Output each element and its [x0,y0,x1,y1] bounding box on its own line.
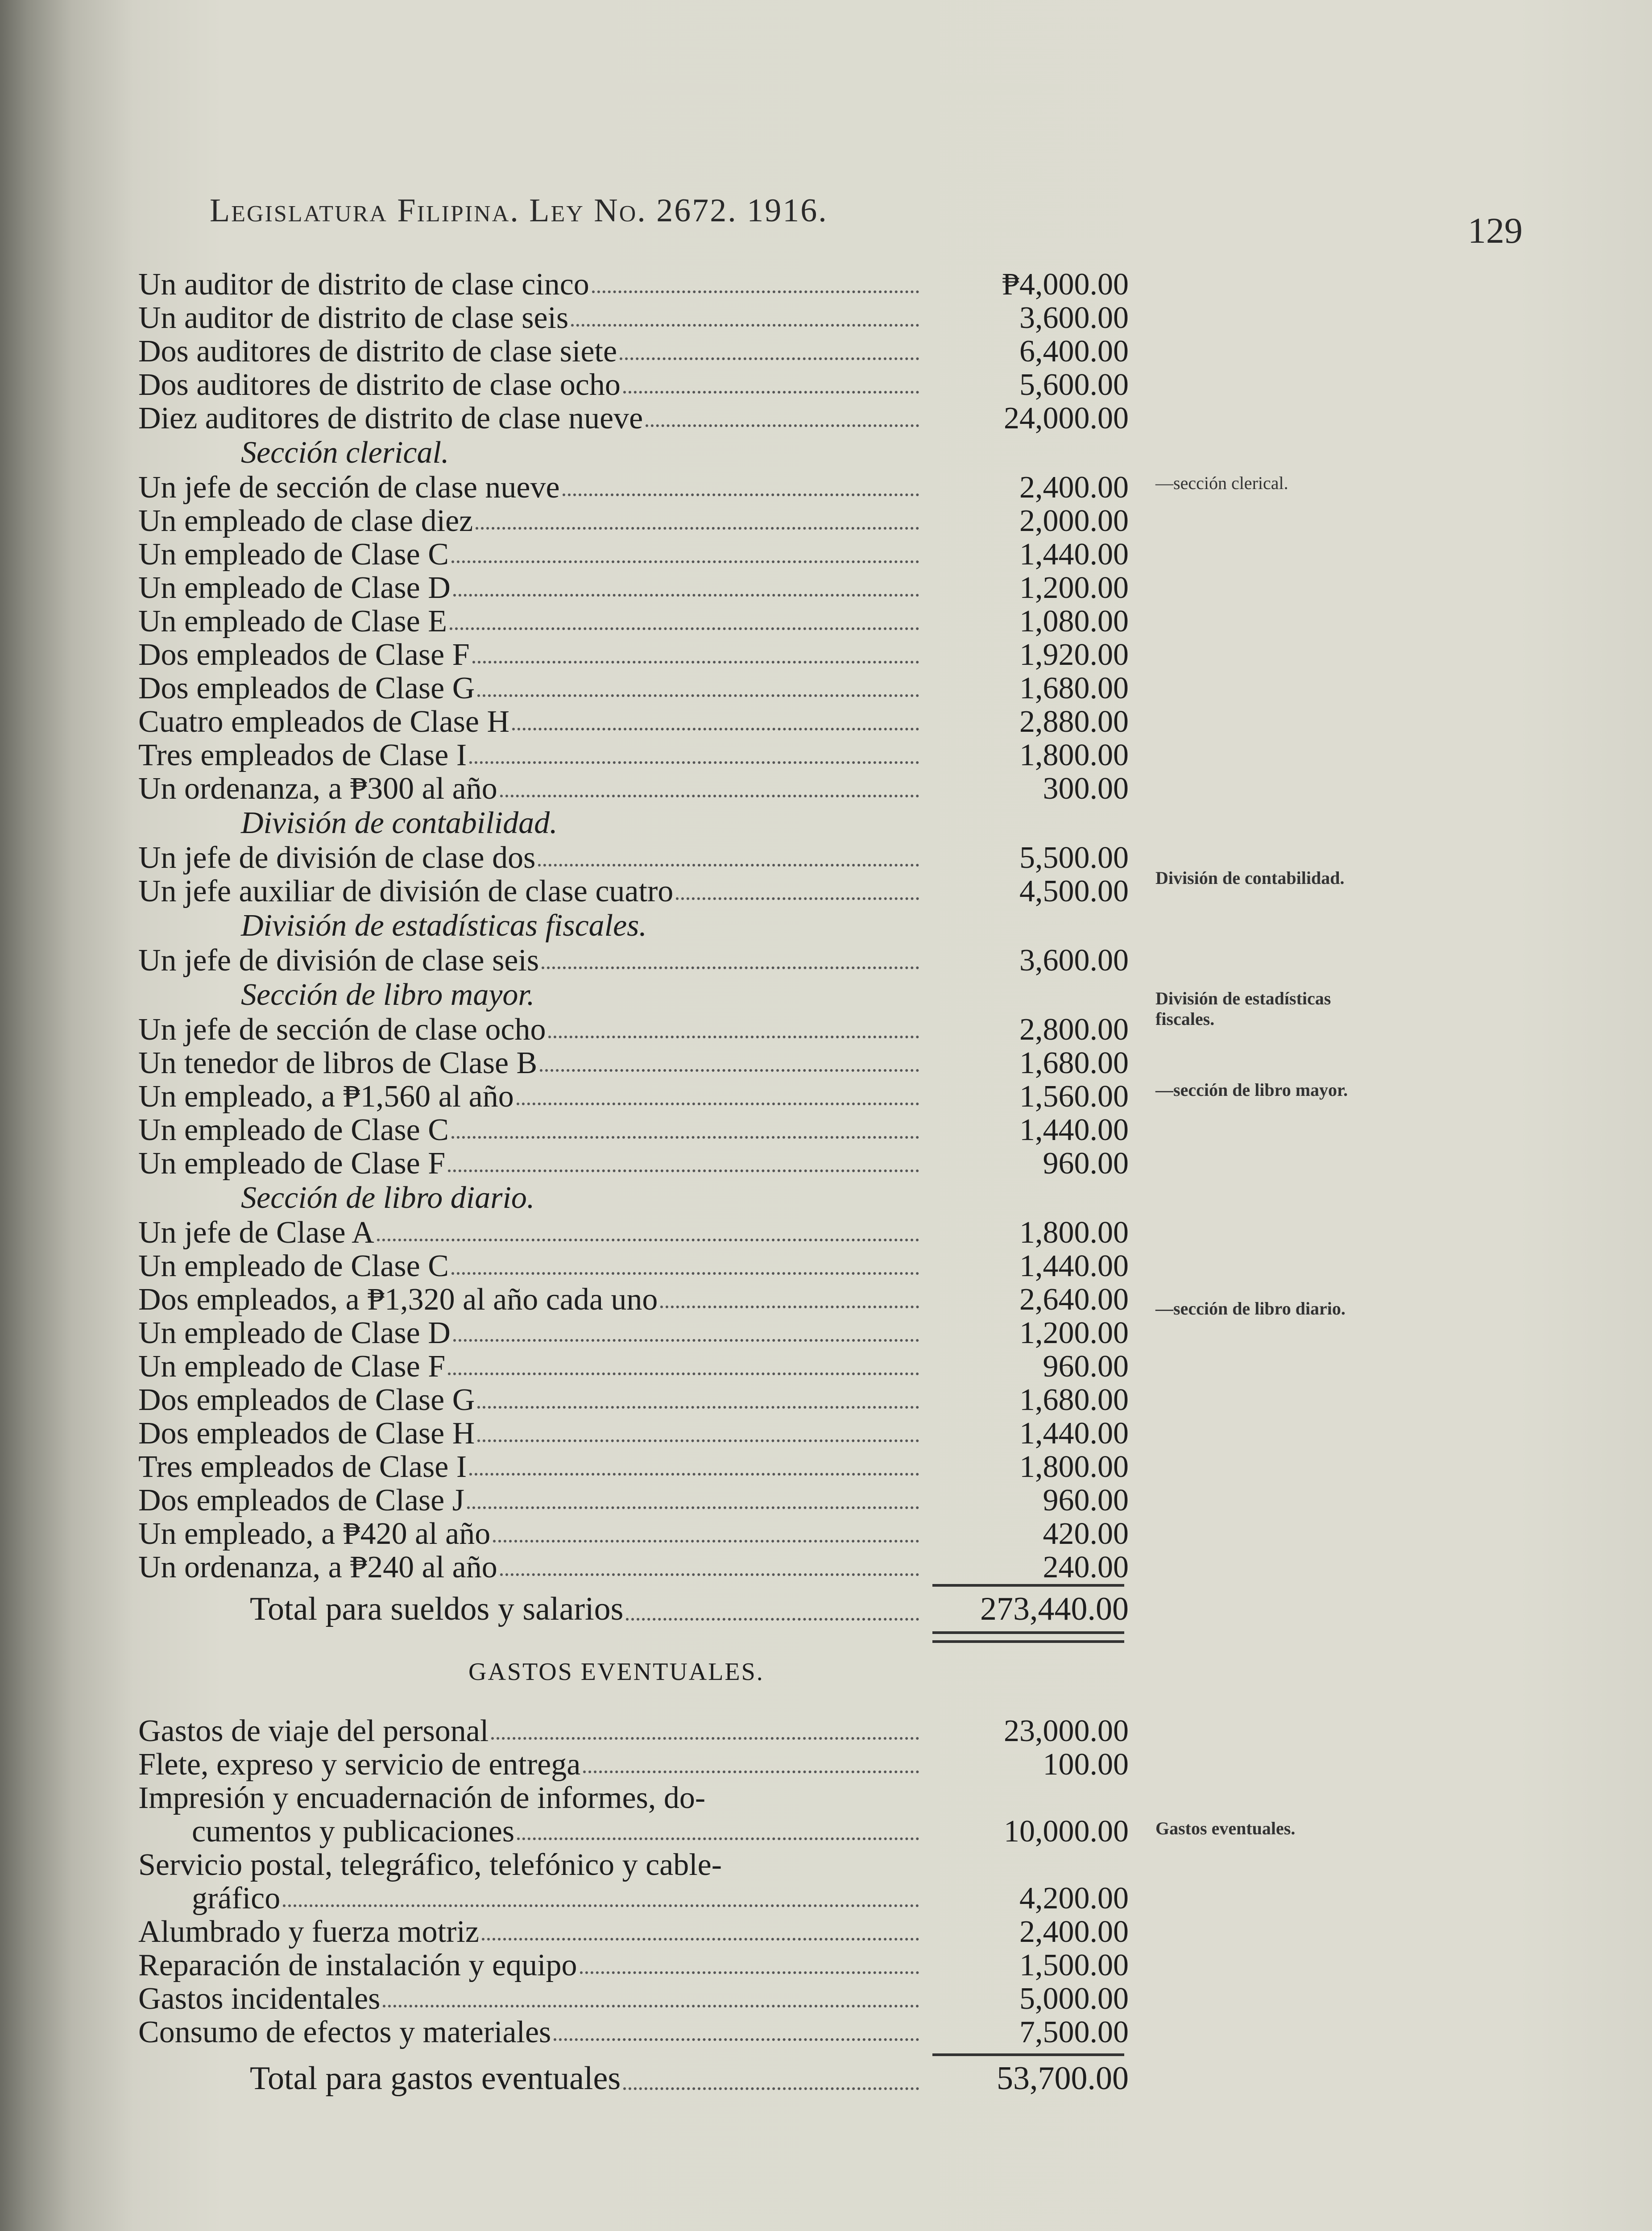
item-amount: 960.00 [1043,1349,1129,1384]
item-label: Un empleado de Clase C [138,538,449,571]
page-number: 129 [1468,210,1523,251]
group-clerical [138,471,1191,805]
item-amount: 4,500.00 [1019,874,1129,908]
table-row [138,335,1191,368]
item-amount: 23,000.00 [1004,1714,1129,1748]
item-amount: 960.00 [1043,1146,1129,1181]
table-row [138,1484,1191,1517]
item-label: Un jefe de sección de clase nueve [138,471,560,504]
table-row [138,1283,1191,1316]
double-rule [932,1631,1124,1643]
margin-note-contabilidad: División de contabilidad. [1155,868,1345,888]
group-contabilidad [138,841,1191,908]
item-amount: 2,400.00 [1019,470,1129,505]
item-amount: 2,000.00 [1019,504,1129,538]
item-amount: 1,680.00 [1019,1046,1129,1080]
item-label: Flete, expreso y servicio de entrega [138,1748,581,1781]
item-label: Un jefe de Clase A [138,1216,374,1249]
running-header: Legislatura Filipina. Ley No. 2672. 1916. [210,192,828,229]
item-label: Dos empleados de Clase H [138,1417,475,1450]
item-amount: 2,880.00 [1019,705,1129,739]
item-amount: 3,600.00 [1019,943,1129,978]
group-libro-mayor [138,1013,1191,1180]
table-row [138,368,1191,402]
item-label-continued: gráfico [192,1881,281,1915]
section-heading-clerical: Sección clerical. [241,435,449,470]
item-label: Consumo de efectos y materiales [138,2015,551,2049]
item-label: Dos empleados de Clase G [138,1383,475,1417]
item-label: Dos empleados, a ₱1,320 al año cada uno [138,1283,658,1316]
table-row [138,875,1191,908]
table-row [138,1748,1191,1781]
table-row [138,605,1191,638]
table-row [138,1147,1191,1180]
group-auditores [138,268,1191,435]
item-label: Cuatro empleados de Clase H [138,705,510,738]
item-amount: 2,640.00 [1019,1282,1129,1317]
item-label: Dos auditores de distrito de clase ocho [138,368,621,402]
table-row [138,538,1191,571]
table-row [138,1949,1191,1982]
table-row [138,1350,1191,1383]
item-label-continued: cumentos y publicaciones [192,1814,515,1848]
item-label: Alumbrado y fuerza motriz [138,1915,479,1949]
item-label: Un ordenanza, a ₱240 al año [138,1551,497,1584]
item-amount: 1,560.00 [1019,1079,1129,1114]
item-amount: 1,080.00 [1019,604,1129,639]
table-row [138,402,1191,435]
table-row [138,1080,1191,1113]
appropriation-table [138,268,1191,2101]
total-sueldos-row [138,1587,1191,1631]
item-label: Servicio postal, telegráfico, telefónico y cable- [138,1848,722,1882]
section-heading-gastos: GASTOS EVENTUALES. [468,1658,764,1686]
margin-note-estadisticas: División de estadísticas fiscales. [1155,988,1331,1029]
item-amount: 1,440.00 [1019,1249,1129,1283]
item-amount: 1,200.00 [1019,1316,1129,1350]
item-label: Impresión y encuadernación de informes, do- [138,1781,706,1815]
item-amount: ₱4,000.00 [1002,267,1129,302]
table-row [138,1517,1191,1551]
item-label: Dos auditores de distrito de clase siete [138,335,617,368]
item-amount: 1,800.00 [1019,738,1129,772]
item-amount: 5,500.00 [1019,841,1129,875]
table-row [138,1417,1191,1450]
item-label: Dos empleados de Clase J [138,1484,464,1517]
item-label: Un empleado de clase diez [138,504,473,538]
item-label: Un empleado, a ₱1,560 al año [138,1080,514,1113]
table-row [138,1848,1191,1915]
item-label: Un jefe de sección de clase ocho [138,1013,546,1046]
section-heading-libro-diario: Sección de libro diario. [241,1181,535,1215]
item-label: Gastos de viaje del personal [138,1714,489,1748]
item-label: Tres empleados de Clase I [138,1450,467,1484]
group-gastos [138,1714,1191,2049]
table-row [138,2015,1191,2049]
item-amount: 1,800.00 [1019,1450,1129,1484]
item-amount: 1,680.00 [1019,671,1129,705]
item-amount: 1,440.00 [1019,1113,1129,1147]
item-label: Un auditor de distrito de clase seis [138,301,569,335]
table-row [138,504,1191,538]
item-label: Un jefe de división de clase dos [138,841,536,875]
table-row [138,1046,1191,1080]
item-amount: 24,000.00 [1004,401,1129,435]
table-row [138,1450,1191,1484]
group-estadisticas [138,944,1191,977]
item-amount: 300.00 [1043,771,1129,806]
table-row [138,672,1191,705]
table-row [138,1216,1191,1249]
table-row [138,471,1191,504]
item-amount: 100.00 [1043,1747,1129,1782]
item-amount: 240.00 [1043,1550,1129,1584]
item-amount: 2,800.00 [1019,1012,1129,1047]
item-amount: 1,440.00 [1019,1416,1129,1451]
table-row [138,944,1191,977]
item-label: Un empleado, a ₱420 al año [138,1517,491,1551]
item-label: Diez auditores de distrito de clase nueve [138,402,643,435]
margin-note-gastos: Gastos eventuales. [1155,1818,1296,1838]
table-row [138,1013,1191,1046]
item-amount: 1,440.00 [1019,537,1129,572]
item-label: Un empleado de Clase C [138,1113,449,1147]
item-label: Gastos incidentales [138,1982,381,2015]
item-label: Reparación de instalación y equipo [138,1949,577,1982]
total-gastos-amount: 53,700.00 [997,2060,1129,2097]
item-label: Un empleado de Clase F [138,1147,446,1180]
item-label: Un auditor de distrito de clase cinco [138,268,589,301]
item-label: Tres empleados de Clase I [138,738,467,772]
item-amount: 1,920.00 [1019,638,1129,672]
table-row [138,772,1191,805]
table-row [138,638,1191,672]
item-amount: 1,500.00 [1019,1948,1129,1982]
total-sueldos-label: Total para sueldos y salarios [250,1591,624,1627]
item-amount: 3,600.00 [1019,301,1129,335]
item-label: Un jefe auxiliar de división de clase cuatro [138,875,674,908]
table-row [138,1113,1191,1147]
item-amount: 5,600.00 [1019,368,1129,402]
item-amount: 420.00 [1043,1517,1129,1551]
item-amount: 7,500.00 [1019,2015,1129,2049]
section-heading-contabilidad: División de contabilidad. [241,806,558,840]
table-row [138,1915,1191,1949]
total-gastos-label: Total para gastos eventuales [250,2060,621,2097]
item-amount: 960.00 [1043,1483,1129,1518]
table-row [138,1316,1191,1350]
item-amount: 1,680.00 [1019,1383,1129,1417]
item-amount: 5,000.00 [1019,1982,1129,2016]
item-label: Un ordenanza, a ₱300 al año [138,772,497,805]
item-label: Dos empleados de Clase F [138,638,470,672]
margin-note-libro-diario: —sección de libro diario. [1155,1298,1346,1319]
table-row [138,1383,1191,1417]
section-heading-estadisticas: División de estadísticas fiscales. [241,908,647,943]
item-amount: 10,000.00 [1004,1814,1129,1849]
table-row [138,571,1191,605]
item-amount: 1,800.00 [1019,1215,1129,1250]
total-gastos-row [138,2056,1191,2101]
group-libro-diario [138,1216,1191,1584]
item-label: Un empleado de Clase F [138,1350,446,1383]
item-label: Un jefe de división de clase seis [138,944,539,977]
item-label: Un tenedor de libros de Clase B [138,1046,538,1080]
item-amount: 2,400.00 [1019,1915,1129,1949]
table-row [138,301,1191,335]
item-amount: 4,200.00 [1019,1881,1129,1916]
item-amount: 1,200.00 [1019,571,1129,605]
item-amount: 6,400.00 [1019,334,1129,369]
item-label: Dos empleados de Clase G [138,672,475,705]
table-row [138,738,1191,772]
total-sueldos-amount: 273,440.00 [980,1591,1129,1627]
table-row [138,1982,1191,2015]
margin-note-clerical: —sección clerical. [1155,473,1288,493]
table-row [138,1714,1191,1748]
item-label: Un empleado de Clase E [138,605,447,638]
item-label: Un empleado de Clase D [138,1316,451,1350]
section-heading-libro-mayor: Sección de libro mayor. [241,978,535,1012]
table-row [138,841,1191,875]
table-row [138,1781,1191,1848]
item-label: Un empleado de Clase C [138,1249,449,1283]
margin-note-libro-mayor: —sección de libro mayor. [1155,1080,1348,1100]
table-row [138,268,1191,301]
item-label: Un empleado de Clase D [138,571,451,605]
table-row [138,705,1191,738]
table-row [138,1551,1191,1584]
table-row [138,1249,1191,1283]
